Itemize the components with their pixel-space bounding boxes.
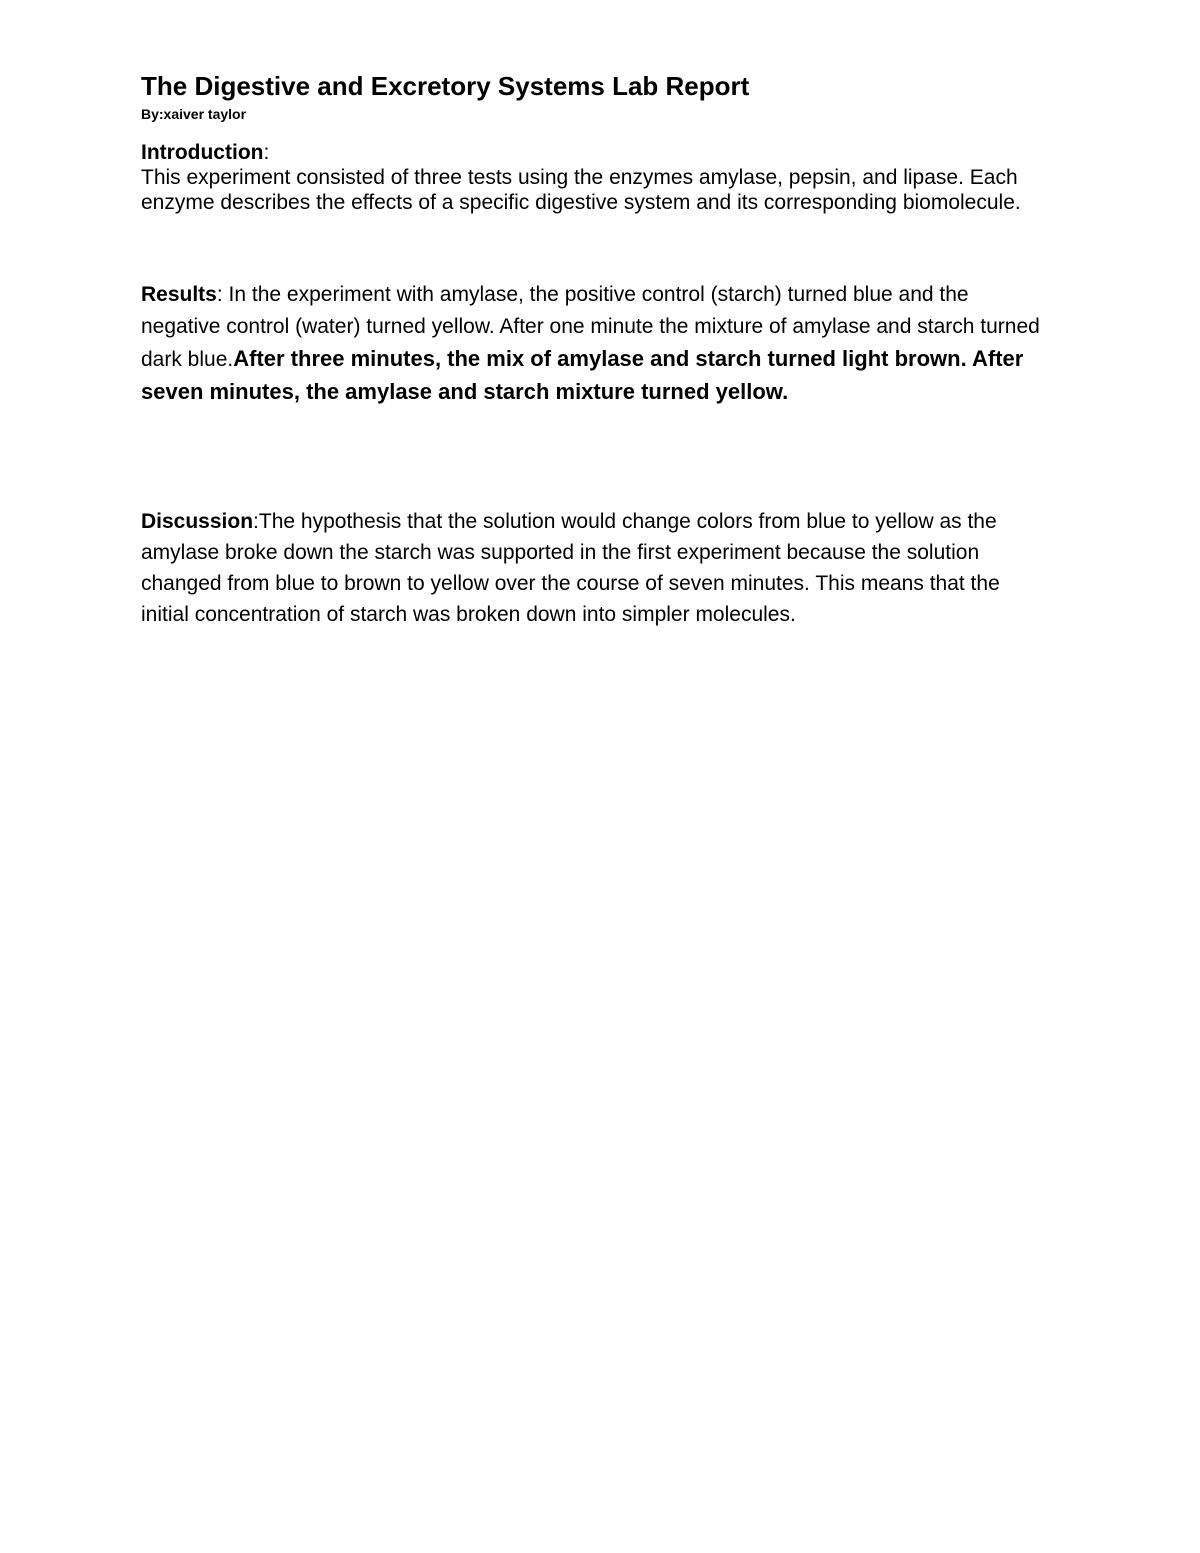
results-paragraph [141,279,1053,409]
discussion-section [141,506,1061,630]
discussion-label: Discussion [141,510,254,533]
author-byline: By:xaiver taylor [141,106,247,122]
document-title: The Digestive and Excretory Systems Lab Report [141,71,750,101]
introduction-label: Introduction [141,141,264,164]
introduction-section [141,140,1061,215]
document-content [141,70,1061,630]
results-section [141,279,1061,409]
results-separator: : [216,283,229,306]
introduction-separator: : [263,141,270,164]
introduction-heading [141,140,1061,165]
introduction-body: This experiment consisted of three tests using the enzymes amylase, pepsin, and lipase. Each enzyme describes the effects of a specific digestive system and its corresponding biomolecule. [141,166,1021,214]
results-body: In the experiment with amylase, the positive control (starch) turned blue and the negative control (water) turned yellow. After one minute the mixture of amylase and starch turned dark blue. [141,283,1040,371]
results-label: Results [141,283,217,306]
discussion-paragraph [141,506,1041,630]
discussion-separator: : [253,510,259,533]
discussion-body: The hypothesis that the solution would change colors from blue to yellow as the amylase broke down the starch was supported in the first experiment because the solution changed from blue to brown to yellow over the course of seven minutes. This means that the initial concentration of starch was broken down into simpler molecules. [141,510,1000,626]
results-emphasis: After three minutes, the mix of amylase and starch turned light brown. After seven minutes, the amylase and starch mixture turned yellow. [141,346,1024,404]
